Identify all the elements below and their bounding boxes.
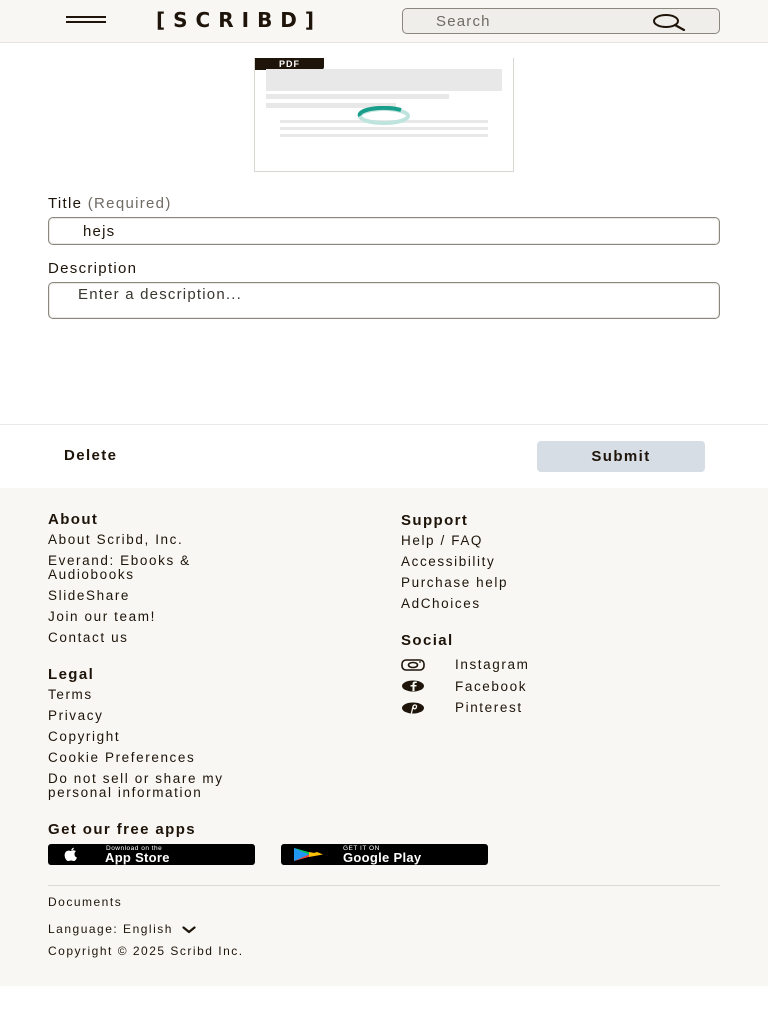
footer-link-slideshare[interactable]: SlideShare — [48, 588, 131, 603]
apps-heading: Get our free apps — [48, 821, 196, 838]
google-play-button[interactable] — [281, 844, 488, 865]
description-input[interactable] — [49, 283, 719, 318]
placeholder-bar — [280, 134, 488, 137]
facebook-icon — [401, 679, 425, 693]
about-heading: About — [48, 511, 99, 528]
footer-link-about-scribd[interactable]: About Scribd, Inc. — [48, 532, 184, 547]
footer-link-everand-line2[interactable]: Audiobooks — [48, 567, 135, 582]
site-footer — [0, 488, 768, 986]
footer-link-help-faq[interactable]: Help / FAQ — [401, 533, 484, 548]
description-field[interactable] — [48, 282, 720, 319]
footer-link-everand[interactable]: Everand: Ebooks & — [48, 553, 191, 568]
instagram-icon — [401, 658, 425, 672]
scribd-logo[interactable]: [SCRIBD] — [156, 8, 323, 32]
footer-link-documents[interactable]: Documents — [48, 895, 123, 909]
submit-button[interactable]: Submit — [537, 441, 705, 472]
search-icon[interactable] — [651, 13, 687, 31]
footer-link-contact[interactable]: Contact us — [48, 630, 129, 645]
placeholder-bar — [266, 94, 449, 99]
delete-button[interactable]: Delete — [64, 447, 118, 464]
footer-link-do-not-sell[interactable]: Do not sell or share my — [48, 771, 224, 786]
title-field[interactable] — [48, 217, 720, 245]
app-store-small-text: Download on the — [106, 845, 163, 852]
social-link-pinterest[interactable] — [401, 697, 721, 719]
chevron-down-icon — [182, 926, 196, 934]
apple-icon — [62, 847, 80, 862]
footer-link-do-not-sell-line2[interactable]: personal information — [48, 785, 203, 800]
language-selector[interactable] — [48, 922, 196, 936]
required-note: (Required) — [87, 195, 172, 212]
search-box[interactable] — [402, 8, 720, 34]
language-label: Language: English — [48, 922, 173, 936]
placeholder-bar — [280, 127, 488, 130]
footer-about — [48, 511, 368, 652]
footer-support — [401, 512, 721, 618]
title-input[interactable] — [49, 218, 719, 244]
google-play-big-text: Google Play — [343, 850, 422, 865]
loading-spinner-icon — [357, 106, 411, 126]
action-bar — [0, 424, 768, 488]
footer-link-accessibility[interactable]: Accessibility — [401, 554, 496, 569]
social-link-facebook[interactable] — [401, 676, 721, 698]
footer-link-adchoices[interactable]: AdChoices — [401, 596, 481, 611]
footer-link-privacy[interactable]: Privacy — [48, 708, 104, 723]
pinterest-label: Pinterest — [455, 700, 523, 716]
social-heading: Social — [401, 632, 454, 649]
document-thumbnail — [254, 58, 514, 172]
app-store-big-text: App Store — [105, 850, 170, 865]
top-header — [0, 0, 768, 43]
app-store-button[interactable] — [48, 844, 255, 865]
google-play-icon — [293, 847, 331, 862]
instagram-label: Instagram — [455, 657, 530, 673]
footer-link-purchase-help[interactable]: Purchase help — [401, 575, 509, 590]
footer-divider — [48, 885, 720, 886]
title-label-text: Title — [48, 195, 83, 212]
pdf-badge: PDF — [255, 58, 324, 70]
social-link-instagram[interactable] — [401, 654, 721, 676]
facebook-label: Facebook — [455, 678, 528, 694]
search-input[interactable] — [403, 9, 663, 33]
description-label: Description — [48, 260, 138, 277]
support-heading: Support — [401, 512, 469, 529]
google-play-small-text: GET IT ON — [343, 845, 380, 852]
footer-legal — [48, 666, 368, 800]
footer-link-join-team[interactable]: Join our team! — [48, 609, 156, 624]
hamburger-menu-icon[interactable] — [66, 14, 108, 28]
placeholder-bar — [266, 69, 502, 91]
copyright-text: Copyright © 2025 Scribd Inc. — [48, 944, 244, 958]
footer-social — [401, 632, 721, 719]
footer-link-cookie-preferences[interactable]: Cookie Preferences — [48, 750, 196, 765]
footer-link-copyright[interactable]: Copyright — [48, 729, 121, 744]
footer-link-terms[interactable]: Terms — [48, 687, 93, 702]
pinterest-icon — [401, 701, 425, 715]
title-label — [48, 195, 172, 212]
legal-heading: Legal — [48, 666, 95, 683]
